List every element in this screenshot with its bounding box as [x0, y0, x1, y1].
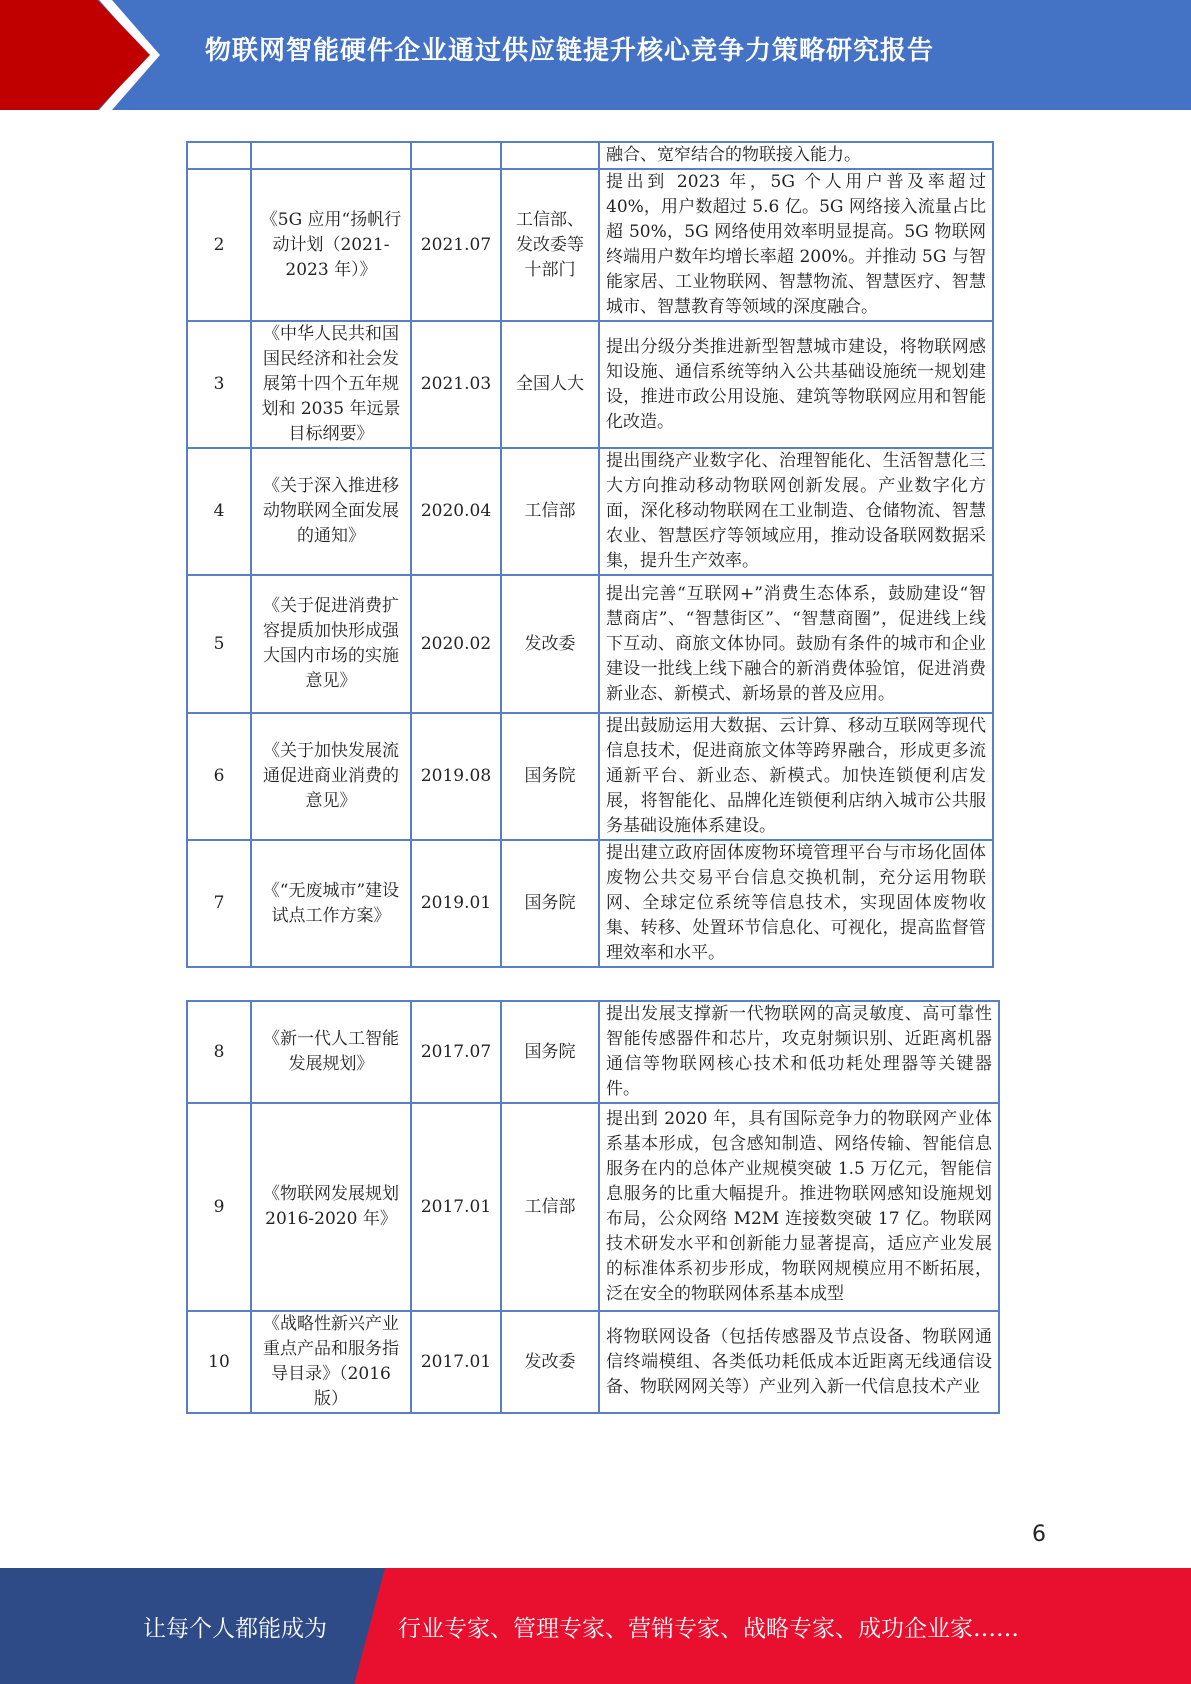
row-number: 6	[187, 713, 251, 840]
policy-name: 《中华人民共和国国民经济和社会发展第十四个五年规划和 2035 年远景目标纲要》	[251, 321, 411, 448]
table-row	[187, 1103, 999, 1311]
issuing-department: 发改委	[501, 575, 599, 713]
table-row	[187, 448, 993, 575]
policy-name: 《物联网发展规划 2016-2020 年》	[251, 1103, 411, 1311]
issuing-department: 工信部、发改委等十部门	[501, 169, 599, 321]
policy-name: 《“无废城市”建设试点工作方案》	[251, 840, 411, 967]
policy-name: 《战略性新兴产业重点产品和服务指导目录》（2016 版）	[251, 1311, 411, 1413]
policy-name	[251, 142, 411, 169]
table-row	[187, 1311, 999, 1413]
issuing-department: 发改委	[501, 1311, 599, 1413]
page-header	[0, 0, 1191, 110]
table-row	[187, 321, 993, 448]
release-date	[411, 142, 501, 169]
row-number: 7	[187, 840, 251, 967]
release-date: 2021.07	[411, 169, 501, 321]
release-date: 2017.01	[411, 1311, 501, 1413]
footer-slogan-left: 让每个人都能成为	[143, 1616, 327, 1642]
table-row	[187, 169, 993, 321]
policy-table-1	[186, 141, 994, 968]
release-date: 2019.08	[411, 713, 501, 840]
policy-content: 提出发展支撑新一代物联网的高灵敏度、高可靠性智能传感器件和芯片，攻克射频识别、近距离机器通信等物联网核心技术和低功耗处理器等关键器件。	[599, 1001, 999, 1103]
page-number: 6	[1032, 1522, 1046, 1547]
page-footer	[0, 1568, 1191, 1684]
release-date: 2021.03	[411, 321, 501, 448]
row-number: 2	[187, 169, 251, 321]
policy-content: 提出围绕产业数字化、治理智能化、生活智慧化三大方向推动移动物联网创新发展。产业数字化方面，深化移动物联网在工业制造、仓储物流、智慧农业、智慧医疗等领域应用，推动设备联网数据采集，提升生产效率。	[599, 448, 993, 575]
policy-content: 提出分级分类推进新型智慧城市建设，将物联网感知设施、通信系统等纳入公共基础设施统一规划建设，推进市政公用设施、建筑等物联网应用和智能化改造。	[599, 321, 993, 448]
row-number: 10	[187, 1311, 251, 1413]
release-date: 2017.01	[411, 1103, 501, 1311]
table-row	[187, 713, 993, 840]
policy-content: 将物联网设备（包括传感器及节点设备、物联网通信终端模组、各类低功耗低成本近距离无线通信设备、物联网网关等）产业列入新一代信息技术产业	[599, 1311, 999, 1413]
release-date: 2019.01	[411, 840, 501, 967]
release-date: 2020.04	[411, 448, 501, 575]
table-row	[187, 142, 993, 169]
issuing-department: 国务院	[501, 713, 599, 840]
row-number: 5	[187, 575, 251, 713]
policy-table-2	[186, 1000, 1000, 1414]
policy-content: 提出到 2023 年，5G 个人用户普及率超过 40%，用户数超过 5.6 亿。5G 网络接入流量占比超 50%，5G 网络使用效率明显提高。5G 物联网终端用户数年均增长率超 200%。并推动 5G 与智能家居、工业物联网、智慧物流、智慧医疗、智慧城市、智慧教育等领域的深度融合。	[599, 169, 993, 321]
table-row	[187, 575, 993, 713]
footer-slogan-right: 行业专家、管理专家、营销专家、战略专家、成功企业家……	[398, 1616, 1019, 1642]
policy-content: 提出完善“互联网+”消费生态体系，鼓励建设“智慧商店”、“智慧街区”、“智慧商圈”，促进线上线下互动、商旅文体协同。鼓励有条件的城市和企业建设一批线上线下融合的新消费体验馆，促进消费新业态、新模式、新场景的普及应用。	[599, 575, 993, 713]
issuing-department	[501, 142, 599, 169]
row-number: 9	[187, 1103, 251, 1311]
policy-content: 提出鼓励运用大数据、云计算、移动互联网等现代信息技术，促进商旅文体等跨界融合，形成更多流通新平台、新业态、新模式。加快连锁便利店发展，将智能化、品牌化连锁便利店纳入城市公共服务基础设施体系建设。	[599, 713, 993, 840]
policy-content: 提出到 2020 年，具有国际竞争力的物联网产业体系基本形成，包含感知制造、网络传输、智能信息服务在内的总体产业规模突破 1.5 万亿元，智能信息服务的比重大幅提升。推进物联网感知设施规划布局，公众网络 M2M 连接数突破 17 亿。物联网技术研发水平和创新能力显著提高，适应产业发展的标准体系初步形成，物联网规模应用不断拓展，泛在安全的物联网体系基本成型	[599, 1103, 999, 1311]
issuing-department: 工信部	[501, 448, 599, 575]
issuing-department: 工信部	[501, 1103, 599, 1311]
policy-content: 提出建立政府固体废物环境管理平台与市场化固体废物公共交易平台信息交换机制，充分运用物联网、全球定位系统等信息技术，实现固体废物收集、转移、处置环节信息化、可视化，提高监督管理效率和水平。	[599, 840, 993, 967]
policy-name: 《5G 应用“扬帆行动计划（2021-2023 年）》	[251, 169, 411, 321]
policy-name: 《关于加快发展流通促进商业消费的意见》	[251, 713, 411, 840]
row-number: 3	[187, 321, 251, 448]
issuing-department: 全国人大	[501, 321, 599, 448]
release-date: 2017.07	[411, 1001, 501, 1103]
policy-name: 《关于促进消费扩容提质加快形成强大国内市场的实施意见》	[251, 575, 411, 713]
row-number: 8	[187, 1001, 251, 1103]
issuing-department: 国务院	[501, 1001, 599, 1103]
table-row	[187, 1001, 999, 1103]
policy-name: 《关于深入推进移动物联网全面发展的通知》	[251, 448, 411, 575]
row-number: 4	[187, 448, 251, 575]
issuing-department: 国务院	[501, 840, 599, 967]
row-number	[187, 142, 251, 169]
report-title: 物联网智能硬件企业通过供应链提升核心竞争力策略研究报告	[205, 36, 935, 66]
policy-content: 融合、宽窄结合的物联接入能力。	[599, 142, 993, 169]
policy-name: 《新一代人工智能发展规划》	[251, 1001, 411, 1103]
release-date: 2020.02	[411, 575, 501, 713]
table-row	[187, 840, 993, 967]
